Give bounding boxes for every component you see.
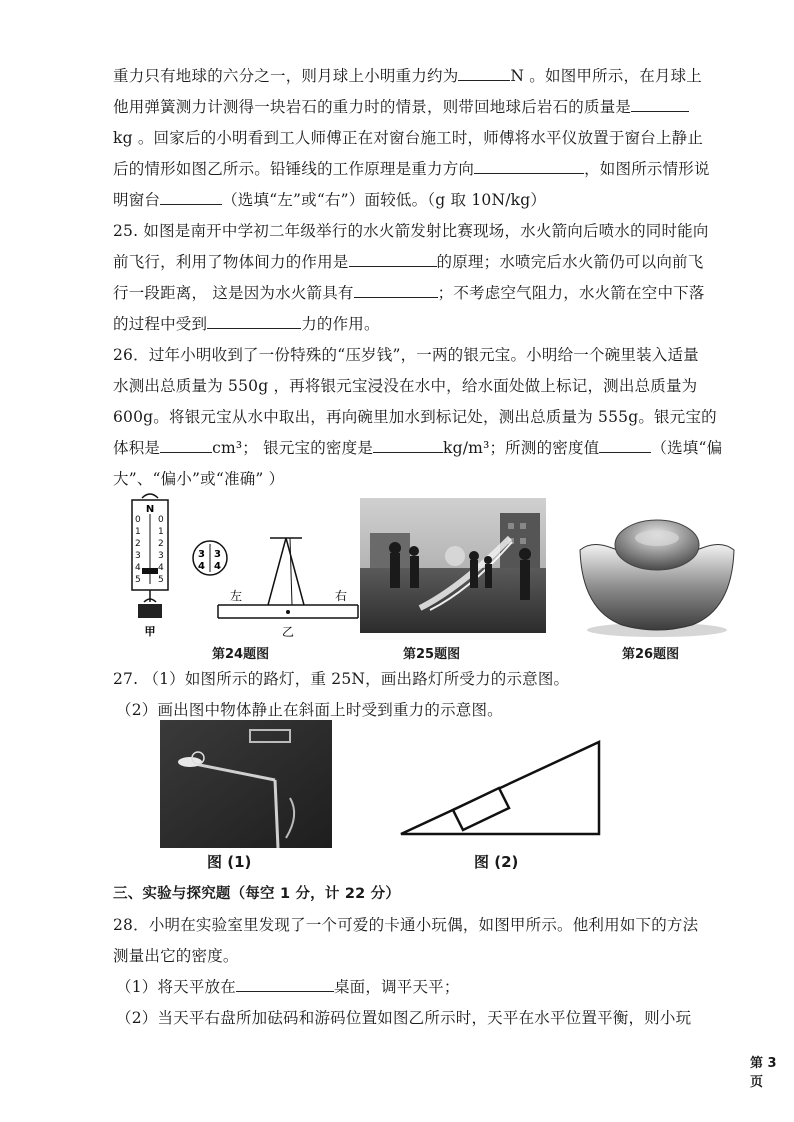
fig24-tick-right-4: 4	[158, 563, 164, 573]
fig24-zoom-3a: 3	[198, 549, 205, 560]
text-line: 行一段距离， 这是因为水火箭具有 ；不考虑空气阻力，水火箭在空中下落	[113, 284, 705, 302]
section-heading: 三、实验与探究题（每空 1 分，计 22 分）	[113, 886, 401, 902]
fig24-tick-right-1: 1	[158, 527, 164, 537]
fig24-yi-label: 乙	[281, 625, 295, 639]
question-28: 28．小明在实验室里发现了一个可爱的卡通小玩偶，如图甲所示。他利用如下的方法	[113, 916, 699, 934]
text-line: 水测出总质量为 550g ，再将银元宝浸没在水中，给水面处做上标记，测出总质量为	[113, 377, 698, 395]
fig24-tick-left-1: 1	[135, 527, 141, 537]
fig24-tick-left-2: 2	[135, 539, 141, 549]
text-line: （2）画出图中物体静止在斜面上时受到重力的示意图。	[116, 701, 503, 719]
text-line: kg 。回家后的小明看到工人师傅正在对窗台施工时，师傅将水平仪放置于窗台上静止	[113, 129, 704, 147]
fig24-tick-left-4: 4	[135, 563, 141, 573]
fig24-jia-label: 甲	[144, 625, 156, 638]
text-line: 前飞行，利用了物体间力的作用是 的原理；水喷完后水火箭仍可以向前飞	[113, 253, 704, 271]
question-25: 25. 如图是南开中学初二年级举行的水火箭发射比赛现场，水火箭向后喷水的同时能向	[113, 222, 709, 240]
page-number: 第 3 页	[750, 1056, 777, 1090]
question-26: 26．过年小明收到了一份特殊的“压岁钱”，一两的银元宝。小明给一个碗里装入适量	[113, 346, 699, 364]
text-line: 体积是 cm³； 银元宝的密度是 kg/m³；所测的密度值 （选填“偏	[113, 439, 723, 457]
fig26-silver-ingot	[572, 510, 742, 640]
fig24-tick-left-5: 5	[135, 575, 141, 585]
fig24-n-label: N	[145, 504, 155, 515]
fig25-photo	[360, 498, 546, 633]
text-line: （2）当天平右盘所加砝码和游码位置如图乙所示时，天平在水平位置平衡，则小玩	[116, 1009, 692, 1027]
text-line: 明窗台 （选填“左”或“右”）面较低。（g 取 10N/kg）	[113, 191, 547, 209]
fig24-left-label: 左	[230, 589, 243, 603]
fig24-right-label: 右	[335, 589, 348, 603]
fig24-level	[210, 530, 365, 640]
fig24-caption: 第24题图	[212, 647, 270, 662]
text-line: 的过程中受到 力的作用。	[113, 315, 380, 333]
fig27-2-caption: 图 (2)	[474, 853, 519, 871]
text-line: 测量出它的密度。	[113, 947, 239, 965]
fig24-zoom-3b: 3	[214, 549, 221, 560]
fig24-zoom-4a: 4	[198, 561, 205, 572]
fig26-caption: 第26题图	[622, 647, 680, 662]
fig24-tick-right-2: 2	[158, 539, 164, 549]
fig24-tick-left-3: 3	[135, 551, 141, 561]
fig27-incline	[395, 738, 605, 840]
fig27-1-caption: 图 (1)	[207, 853, 252, 871]
fig27-street-lamp	[160, 720, 332, 848]
fig24-tick-right-5: 5	[158, 575, 164, 585]
fig24-tick-right-3: 3	[158, 551, 164, 561]
text-line: （1）将天平放在 桌面，调平天平；	[116, 978, 460, 996]
text-line: 重力只有地球的六分之一，则月球上小明重力约为 N 。如图甲所示，在月球上	[113, 67, 702, 85]
fig24-tick-left-0: 0	[135, 515, 141, 525]
text-line: 大”、“偏小”或“准确” ）	[113, 470, 285, 488]
fig24-zoom-4b: 4	[214, 561, 221, 572]
fig24-spring-scale	[120, 490, 190, 640]
question-27: 27. （1）如图所示的路灯，重 25N，画出路灯所受力的示意图。	[113, 670, 570, 688]
text-line: 600g。将银元宝从水中取出，再向碗里加水到标记处，测出总质量为 555g。银元宝的	[113, 408, 717, 426]
text-line: 后的情形如图乙所示。铅锤线的工作原理是重力方向 ，如图所示情形说	[113, 160, 710, 178]
fig25-caption: 第25题图	[403, 647, 461, 662]
fig24-tick-right-0: 0	[158, 515, 164, 525]
text-line: 他用弹簧测力计测得一块岩石的重力时的情景，则带回地球后岩石的质量是	[113, 95, 689, 117]
